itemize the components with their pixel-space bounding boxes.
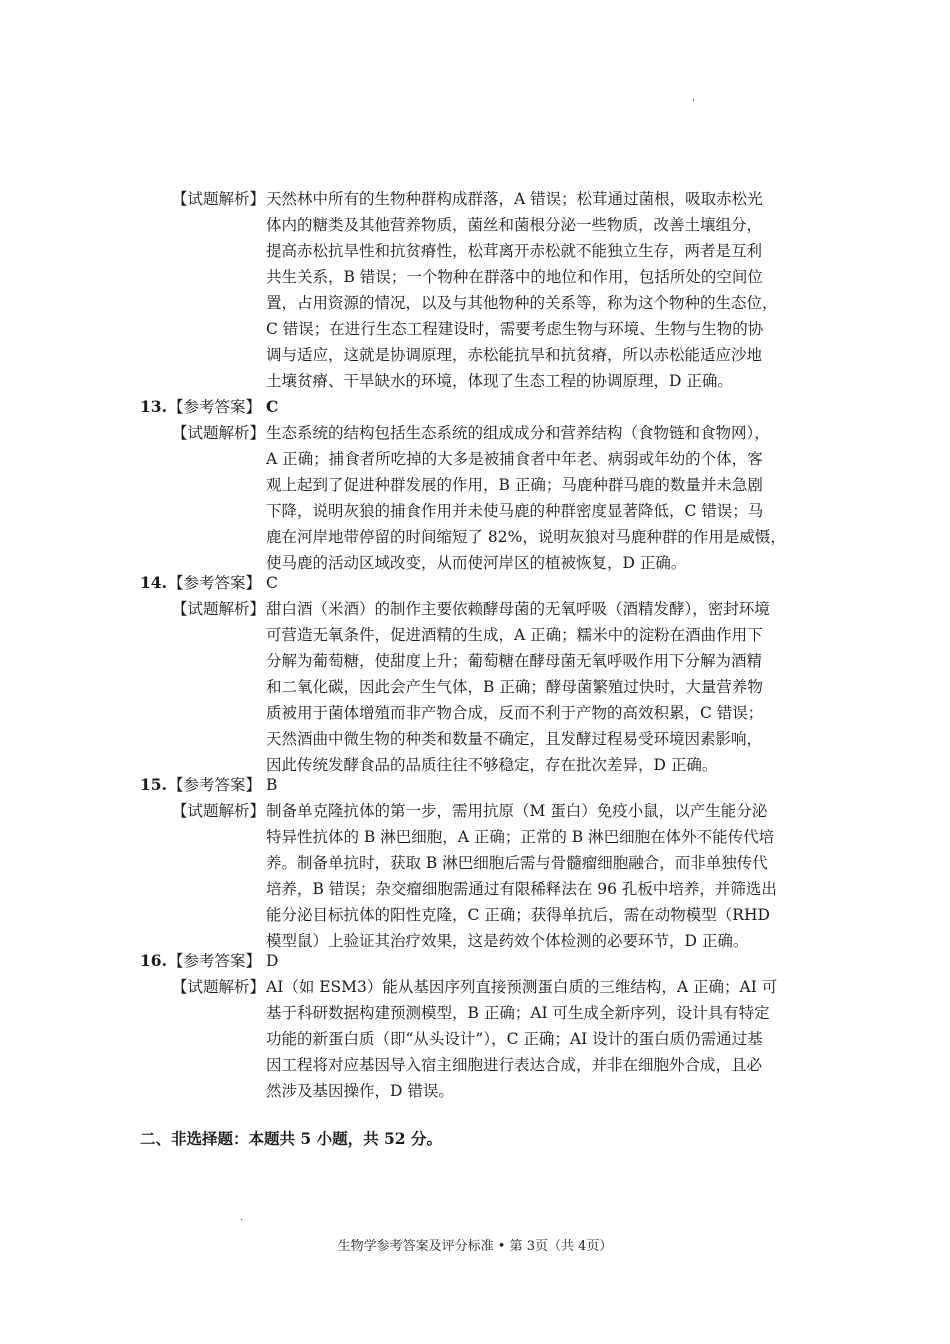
q16-explanation-text [266, 974, 777, 1104]
q14-explanation-text [266, 596, 770, 778]
q12-line: 提高赤松抗旱性和抗贫瘠性，松茸离开赤松就不能独立生存，两者是互利 [266, 242, 763, 260]
q15-answer: B [266, 776, 278, 794]
q14-line: 分解为葡萄糖，使甜度上升；葡萄糖在酵母菌无氧呼吸作用下分解为酒精 [266, 652, 763, 670]
q14-line: 甜白酒（米酒）的制作主要依赖酵母菌的无氧呼吸（酒精发酵），密封环境 [266, 600, 770, 618]
q13-answer-label: 【参考答案】 [168, 398, 262, 416]
q12-line: 土壤贫瘠、干旱缺水的环境，体现了生态工程的协调原理，D 正确。 [266, 372, 733, 390]
q12-line: 体内的糖类及其他营养物质，菌丝和菌根分泌一些物质，改善土壤组分， [266, 216, 763, 234]
q14-line: 质被用于菌体增殖而非产物合成，反而不利于产物的高效积累，C 错误； [266, 704, 764, 722]
q15-line: 特异性抗体的 B 淋巴细胞，A 正确；正常的 B 淋巴细胞在体外不能传代培 [266, 828, 775, 846]
q13-explanation-text [266, 420, 786, 576]
page-footer: 生物学参考答案及评分标准 • 第 3页（共 4页） [337, 1239, 613, 1254]
q15-number: 15. [140, 775, 167, 794]
q12-line: 共生关系，B 错误；一个物种在群落中的地位和作用，包括所处的空间位 [266, 268, 763, 286]
q14-number: 14. [140, 573, 167, 592]
q15-line: 培养，B 错误；杂交瘤细胞需通过有限稀释法在 96 孔板中培养，并筛选出 [266, 880, 777, 898]
q16-line: 因工程将对应基因导入宿主细胞进行表达合成，并非在细胞外合成，且必 [266, 1056, 763, 1074]
scan-mark-bottom: . [240, 1212, 244, 1223]
q15-line: 能分泌目标抗体的阳性克隆，C 正确；获得单抗后，需在动物模型（RHD [266, 906, 770, 924]
q15-explanation-text [266, 798, 777, 954]
q15-line: 制备单克隆抗体的第一步，需用抗原（M 蛋白）免疫小鼠，以产生能分泌 [266, 802, 768, 820]
q15-explanation-label: 【试题解析】 [172, 802, 266, 820]
q13-line: 使马鹿的活动区域改变，从而使河岸区的植被恢复，D 正确。 [266, 554, 687, 572]
q13-line: A 正确；捕食者所吃掉的大多是被捕食者中年老、病弱或年幼的个体，客 [266, 450, 763, 468]
q16-answer-label: 【参考答案】 [168, 952, 262, 970]
q14-explanation-label: 【试题解析】 [172, 600, 266, 618]
q13-line: 生态系统的结构包括生态系统的组成成分和营养结构（食物链和食物网）， [266, 424, 770, 442]
q12-line: 天然林中所有的生物种群构成群落，A 错误；松茸通过菌根，吸取赤松光 [266, 190, 763, 208]
q13-line: 观上起到了促进种群发展的作用，B 正确；马鹿种群马鹿的数量并未急剧 [266, 476, 763, 494]
q14-line: 和二氧化碳，因此会产生气体，B 正确；酵母菌繁殖过快时，大量营养物 [266, 678, 763, 696]
q12-line: C 错误；在进行生态工程建设时，需要考虑生物与环境、生物与生物的协 [266, 320, 764, 338]
q12-line: 调与适应，这就是协调原理，赤松能抗旱和抗贫瘠，所以赤松能适应沙地 [266, 346, 763, 364]
q16-answer: D [266, 952, 279, 970]
q12-explanation-text [266, 186, 778, 394]
q16-line: 基于科研数据构建预测模型，B 正确；AI 可生成全新序列，设计具有特定 [266, 1004, 770, 1022]
q13-explanation-label: 【试题解析】 [172, 424, 266, 442]
q13-answer: C [266, 397, 279, 416]
q15-line: 模型鼠）上验证其治疗效果，这是药效个体检测的必要环节，D 正确。 [266, 932, 749, 950]
q13-line: 下降，说明灰狼的捕食作用并未使马鹿的种群密度显著降低，C 错误；马 [266, 502, 764, 520]
q16-number: 16. [140, 951, 167, 970]
q14-answer-label: 【参考答案】 [168, 574, 262, 592]
q14-answer: C [266, 574, 278, 592]
scan-mark-top: ' [692, 98, 695, 109]
q15-answer-label: 【参考答案】 [168, 776, 262, 794]
q14-line: 因此传统发酵食品的品质往往不够稳定，存在批次差异，D 正确。 [266, 756, 718, 774]
q13-number: 13. [140, 397, 167, 416]
q13-line: 鹿在河岸地带停留的时间缩短了 82%，说明灰狼对马鹿种群的作用是威慑， [266, 528, 786, 546]
q16-line: 功能的新蛋白质（即“从头设计”），C 正确；AI 设计的蛋白质仍需通过基 [266, 1030, 763, 1048]
q16-line: 然涉及基因操作，D 错误。 [266, 1082, 454, 1100]
q15-line: 养。制备单抗时，获取 B 淋巴细胞后需与骨髓瘤细胞融合，而非单独传代 [266, 854, 768, 872]
q12-line: 置，占用资源的情况，以及与其他物种的关系等，称为这个物种的生态位， [266, 294, 778, 312]
q16-explanation-label: 【试题解析】 [172, 978, 266, 996]
q14-line: 可营造无氧条件，促进酒精的生成，A 正确；糯米中的淀粉在酒曲作用下 [266, 626, 763, 644]
q12-explanation-label: 【试题解析】 [172, 190, 266, 208]
section-title: 二、非选择题：本题共 5 小题，共 52 分。 [140, 1129, 442, 1148]
q14-line: 天然酒曲中微生物的种类和数量不确定，且发酵过程易受环境因素影响， [266, 730, 763, 748]
q16-line: AI（如 ESM3）能从基因序列直接预测蛋白质的三维结构，A 正确；AI 可 [266, 978, 778, 996]
